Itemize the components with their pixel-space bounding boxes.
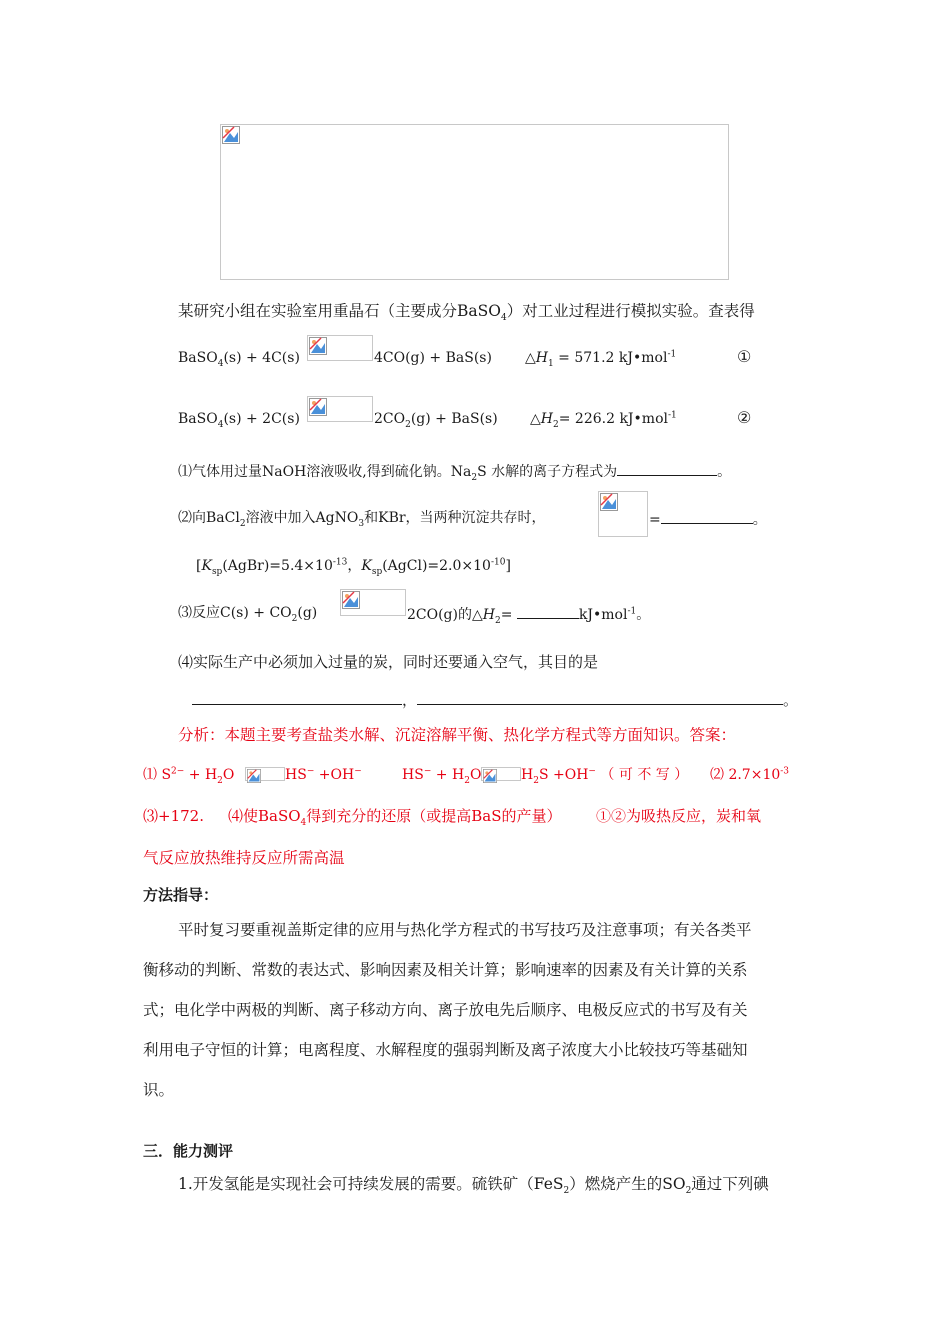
- analysis-answer-1d: $H_2S +OH^-$ （ 可 不 写 ）: [521, 766, 689, 786]
- equation-1-lhs: BaSO$_4$(s) + 4C(s): [178, 350, 300, 369]
- broken-image-icon: [222, 126, 240, 144]
- equation-2-arrow-image: [307, 396, 373, 422]
- question-1: ⑴气体用过量NaOH溶液吸收,得到硫化钠。$Na_2S$ 水解的离子方程式为 。: [178, 461, 731, 481]
- question-2-answer: = 。: [649, 509, 767, 529]
- method-line: 式；电化学中两极的判断、离子移动方向、离子放电先后顺序、电极反应式的书写及有关: [143, 1001, 748, 1019]
- analysis-answer-4: ⑷使BaSO$_4$得到充分的还原（或提高BaS的产量）: [228, 807, 562, 828]
- equation-1-enthalpy: $\triangle H_1 = 571.2$ kJ•mol$^{-1}$: [525, 349, 677, 369]
- method-line: 利用电子守恒的计算；电离程度、水解程度的强弱判断及离子浓度大小比较技巧等基础知: [143, 1041, 748, 1059]
- question-3-lhs: ⑶反应$C(s) + CO_2(g)$: [178, 605, 318, 624]
- broken-image-icon: [309, 337, 327, 355]
- analysis-answer-1: ⑴ $S^{2-} + H_2O$: [143, 766, 235, 786]
- analysis-answer-1c: $HS^- + H_2O$: [402, 766, 482, 786]
- equation-1-rhs: 4CO(g) + BaS(s): [374, 350, 492, 366]
- process-diagram-image: [220, 124, 729, 280]
- answer-blank[interactable]: [192, 690, 402, 705]
- analysis-answer-2: ⑵ $2.7\times 10^{-3}$: [710, 766, 790, 783]
- broken-image-icon: [247, 769, 261, 783]
- intro-text: 某研究小组在实验室用重晶石（主要成分BaSO$_4$）对工业过程进行模拟实验。查表得: [178, 302, 755, 324]
- equation-3-arrow-image: [340, 589, 406, 616]
- method-line: 平时复习要重视盖斯定律的应用与热化学方程式的书写技巧及注意事项；有关各类平: [178, 921, 752, 939]
- analysis-answer-3: ⑶+172.: [143, 807, 204, 825]
- question-4-blanks: ， 。: [192, 690, 798, 709]
- method-line: 衡移动的判断、常数的表达式、影响因素及相关计算；影响速率的因素及有关计算的关系: [143, 961, 748, 979]
- ratio-formula-image: [598, 491, 648, 537]
- method-heading: 方法指导：: [143, 886, 219, 904]
- question-2: ⑵向BaCl$_2$溶液中加入AgNO$_3$和KBr，当两种沉淀共存时，: [178, 510, 546, 529]
- answer-blank[interactable]: [661, 509, 753, 524]
- broken-image-icon: [342, 591, 360, 609]
- method-paragraph: [143, 910, 813, 1110]
- analysis-answer-4b: ①②为吸热反应，炭和氧: [596, 807, 762, 825]
- answer-blank[interactable]: [417, 690, 783, 705]
- answer-blank[interactable]: [517, 604, 579, 619]
- hydrolysis-arrow-image-2: [481, 767, 521, 781]
- broken-image-icon: [483, 769, 497, 783]
- section-3-question-1: 1.开发氢能是实现社会可持续发展的需要。硫铁矿（FeS$_2$）燃烧产生的$SO_2$通过下列碘: [178, 1175, 769, 1197]
- method-line: 识。: [143, 1081, 175, 1099]
- answer-blank[interactable]: [617, 461, 717, 476]
- question-4: ⑷实际生产中必须加入过量的炭，同时还要通入空气，其目的是: [178, 653, 599, 671]
- analysis-line-1: 分析：本题主要考查盐类水解、沉淀溶解平衡、热化学方程式等方面知识。答案：: [178, 726, 737, 744]
- equation-2-rhs: $2CO_2(g) + BaS(s)$: [374, 411, 498, 430]
- equation-1-arrow-image: [307, 335, 373, 361]
- broken-image-icon: [600, 493, 618, 511]
- analysis-line-4: 气反应放热维持反应所需高温: [143, 849, 345, 867]
- ksp-values: [$K_{sp}(AgBr)=5.4\times 10^{-13}$，$K_{sp}(AgCl)=2.0\times 10^{-10}$]: [196, 557, 511, 577]
- broken-image-icon: [309, 398, 327, 416]
- equation-2-marker: ②: [737, 408, 752, 427]
- analysis-answer-1b: HS− +OH−: [285, 766, 362, 783]
- hydrolysis-arrow-image-1: [245, 767, 285, 781]
- equation-1-marker: ①: [737, 347, 752, 366]
- equation-2-enthalpy: $\triangle H_2= 226.2$ kJ•mol$^{-1}$: [530, 410, 677, 430]
- equation-2-lhs: BaSO$_4$(s) + 2C(s): [178, 411, 300, 430]
- question-3-rhs: 2CO(g)的$\triangle H_2=$ kJ•mol$^{-1}$。: [407, 604, 650, 624]
- section-3-heading: 三．能力测评: [143, 1142, 234, 1160]
